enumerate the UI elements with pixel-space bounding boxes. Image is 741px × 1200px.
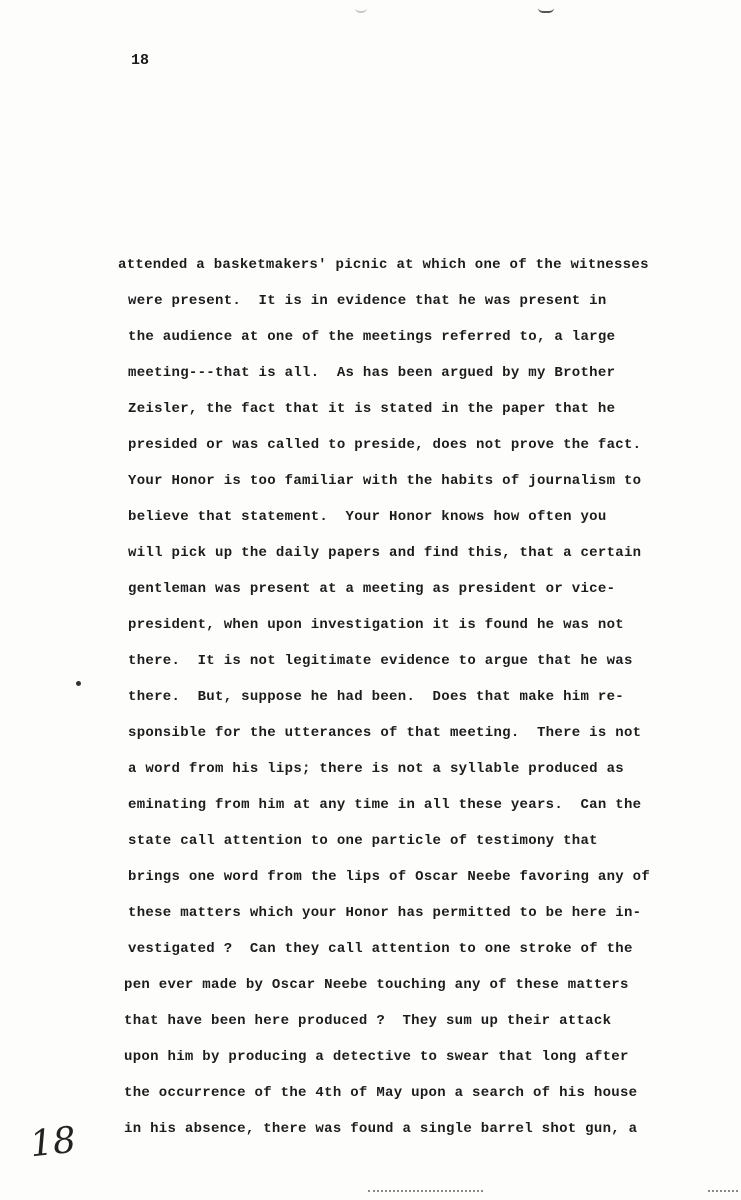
- text-line: upon him by producing a detective to swear that long after: [124, 1049, 629, 1065]
- text-line: vestigated ? Can they call attention to one stroke of the: [128, 941, 633, 957]
- scan-mark: [355, 8, 367, 13]
- text-line: eminating from him at any time in all these years. Can the: [128, 797, 642, 813]
- text-line: presided or was called to preside, does not prove the fact.: [128, 437, 642, 453]
- text-line: these matters which your Honor has permitted to be here in-: [128, 905, 642, 921]
- text-line: gentleman was present at a meeting as president or vice-: [128, 581, 616, 597]
- text-line: meeting---that is all. As has been argued by my Brother: [128, 365, 616, 381]
- scan-mark: [708, 1190, 738, 1194]
- page-number: 18: [131, 52, 150, 69]
- text-line: Your Honor is too familiar with the habits of journalism to: [128, 473, 642, 489]
- text-line: a word from his lips; there is not a syllable produced as: [128, 761, 624, 777]
- text-line: the occurrence of the 4th of May upon a search of his house: [124, 1085, 638, 1101]
- text-line: were present. It is in evidence that he was present in: [128, 293, 607, 309]
- text-line: brings one word from the lips of Oscar Neebe favoring any of: [128, 869, 651, 885]
- text-line: in his absence, there was found a single barrel shot gun, a: [124, 1121, 638, 1137]
- handwritten-page-number: 18: [27, 1119, 78, 1166]
- text-line: attended a basketmakers' picnic at which one of the witnesses: [118, 257, 649, 273]
- text-line: believe that statement. Your Honor knows how often you: [128, 509, 607, 525]
- margin-dot: [76, 681, 81, 686]
- text-line: that have been here produced ? They sum up their attack: [124, 1013, 612, 1029]
- text-line: there. But, suppose he had been. Does that make him re-: [128, 689, 624, 705]
- text-line: will pick up the daily papers and find this, that a certain: [128, 545, 642, 561]
- scan-mark: [538, 8, 554, 13]
- text-line: there. It is not legitimate evidence to argue that he was: [128, 653, 633, 669]
- text-line: president, when upon investigation it is found he was not: [128, 617, 624, 633]
- text-line: pen ever made by Oscar Neebe touching any of these matters: [124, 977, 629, 993]
- scan-mark: [368, 1190, 483, 1194]
- text-line: state call attention to one particle of testimony that: [128, 833, 598, 849]
- text-line: sponsible for the utterances of that meeting. There is not: [128, 725, 642, 741]
- text-line: Zeisler, the fact that it is stated in the paper that he: [128, 401, 616, 417]
- text-line: the audience at one of the meetings referred to, a large: [128, 329, 616, 345]
